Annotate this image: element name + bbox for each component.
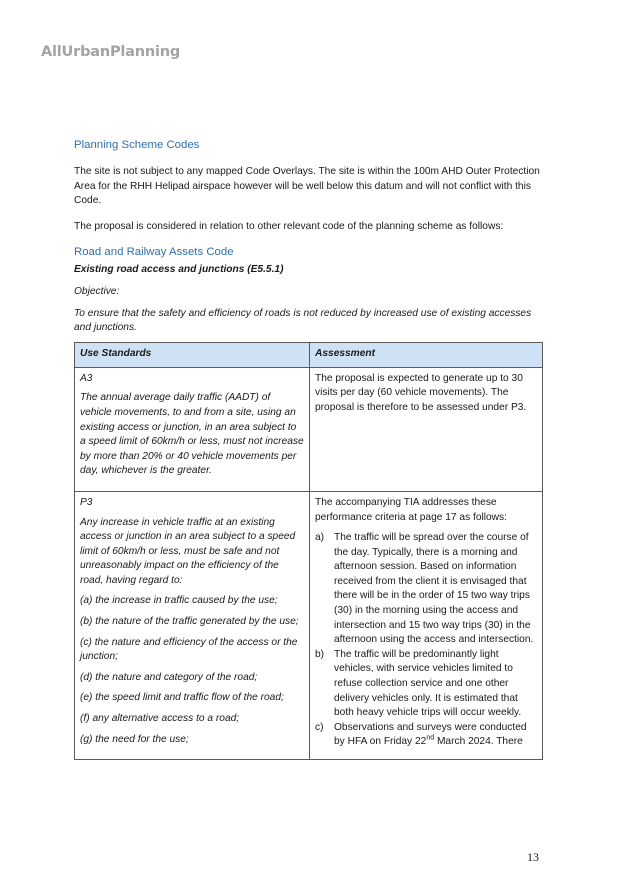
- list-label: b): [315, 648, 325, 660]
- criterion-item: (b) the nature of the traffic generated by the use;: [80, 616, 299, 628]
- objective-label: Objective:: [74, 285, 120, 297]
- page-number: 13: [527, 850, 539, 864]
- section-heading: Planning Scheme Codes: [74, 139, 200, 151]
- assessment-intro: The accompanying TIA addresses these performance criteria at page 17 as follows:: [315, 496, 507, 523]
- table-row: [75, 367, 543, 491]
- table-row: [75, 491, 543, 759]
- code-heading: Road and Railway Assets Code: [74, 246, 234, 259]
- criterion-item: (a) the increase in traffic caused by the use;: [80, 595, 278, 607]
- standard-cell-p3: [75, 491, 310, 759]
- list-text: The traffic will be spread over the course of the day. Typically, there is a morning and afternoon session. Based on information received from the client it is envisaged that there will be in the order of 15 two way trips (30) in the morning using the access and intersection and 15 two way trips (30) in the afternoon using the access and intersection.: [334, 532, 534, 646]
- list-text-part: Observations and surveys were conducted by HFA on Friday 22: [334, 721, 527, 748]
- criterion-item: (e) the speed limit and traffic flow of the road;: [80, 692, 284, 704]
- assessment-cell-p3: [310, 491, 543, 759]
- list-item: [315, 648, 537, 721]
- list-text-part: March 2024. There: [434, 736, 523, 748]
- header-use-standards: Use Standards: [75, 342, 310, 367]
- company-logo: AllUrbanPlanning: [41, 44, 181, 60]
- clause-heading: Existing road access and junctions (E5.5.1): [74, 264, 284, 276]
- standard-code: P3: [80, 496, 93, 508]
- list-item: [315, 721, 537, 750]
- criterion-item: (c) the nature and efficiency of the access or the junction;: [80, 636, 298, 663]
- objective-text: To ensure that the safety and efficiency of roads is not reduced by increased use of existing accesses and junctions.: [74, 307, 532, 334]
- standard-cell-a3: [75, 367, 310, 491]
- list-text: [334, 721, 537, 750]
- intro-paragraph-2: The proposal is considered in relation to other relevant code of the planning scheme as follows:: [74, 220, 504, 232]
- list-text: The traffic will be predominantly light vehicles, with service vehicles limited to refuse collection service and one other delivery vehicles only. It is estimated that both heavy vehicle trips will occur weekly.: [334, 648, 522, 719]
- assessment-cell-a3: [310, 367, 543, 491]
- standard-text: Any increase in vehicle traffic at an existing access or junction in an area subject to a speed limit of 60km/h or less, must be safe and not unreasonably impact on the efficiency of the road, having regard to:: [80, 516, 296, 586]
- header-assessment: Assessment: [310, 342, 543, 367]
- list-item: [315, 531, 537, 648]
- criterion-item: (g) the need for the use;: [80, 733, 189, 745]
- assessment-text: The proposal is expected to generate up to 30 visits per day (60 vehicle movements). The proposal is therefore to be assessed under P3.: [315, 372, 527, 413]
- standards-table: [74, 342, 543, 760]
- intro-paragraph: The site is not subject to any mapped Code Overlays. The site is within the 100m AHD Outer Protection Area for the RHH Helipad airspace however will be well below this datum and will not conflict with this Code.: [74, 166, 540, 207]
- criterion-item: (f) any alternative access to a road;: [80, 713, 240, 725]
- standard-code: A3: [80, 372, 93, 384]
- list-label: a): [315, 532, 325, 544]
- ordinal-suffix: nd: [426, 735, 435, 743]
- document-body: [74, 138, 544, 760]
- list-label: c): [315, 721, 324, 733]
- standard-text: The annual average daily traffic (AADT) of vehicle movements, to and from a site, using an existing access or junction, in an area subject to a speed limit of 60km/h or less, must not increase by more than 20% or 40 vehicle movements per day, whichever is the greater.: [80, 392, 304, 477]
- criterion-item: (d) the nature and category of the road;: [80, 671, 258, 683]
- table-header-row: [75, 342, 543, 367]
